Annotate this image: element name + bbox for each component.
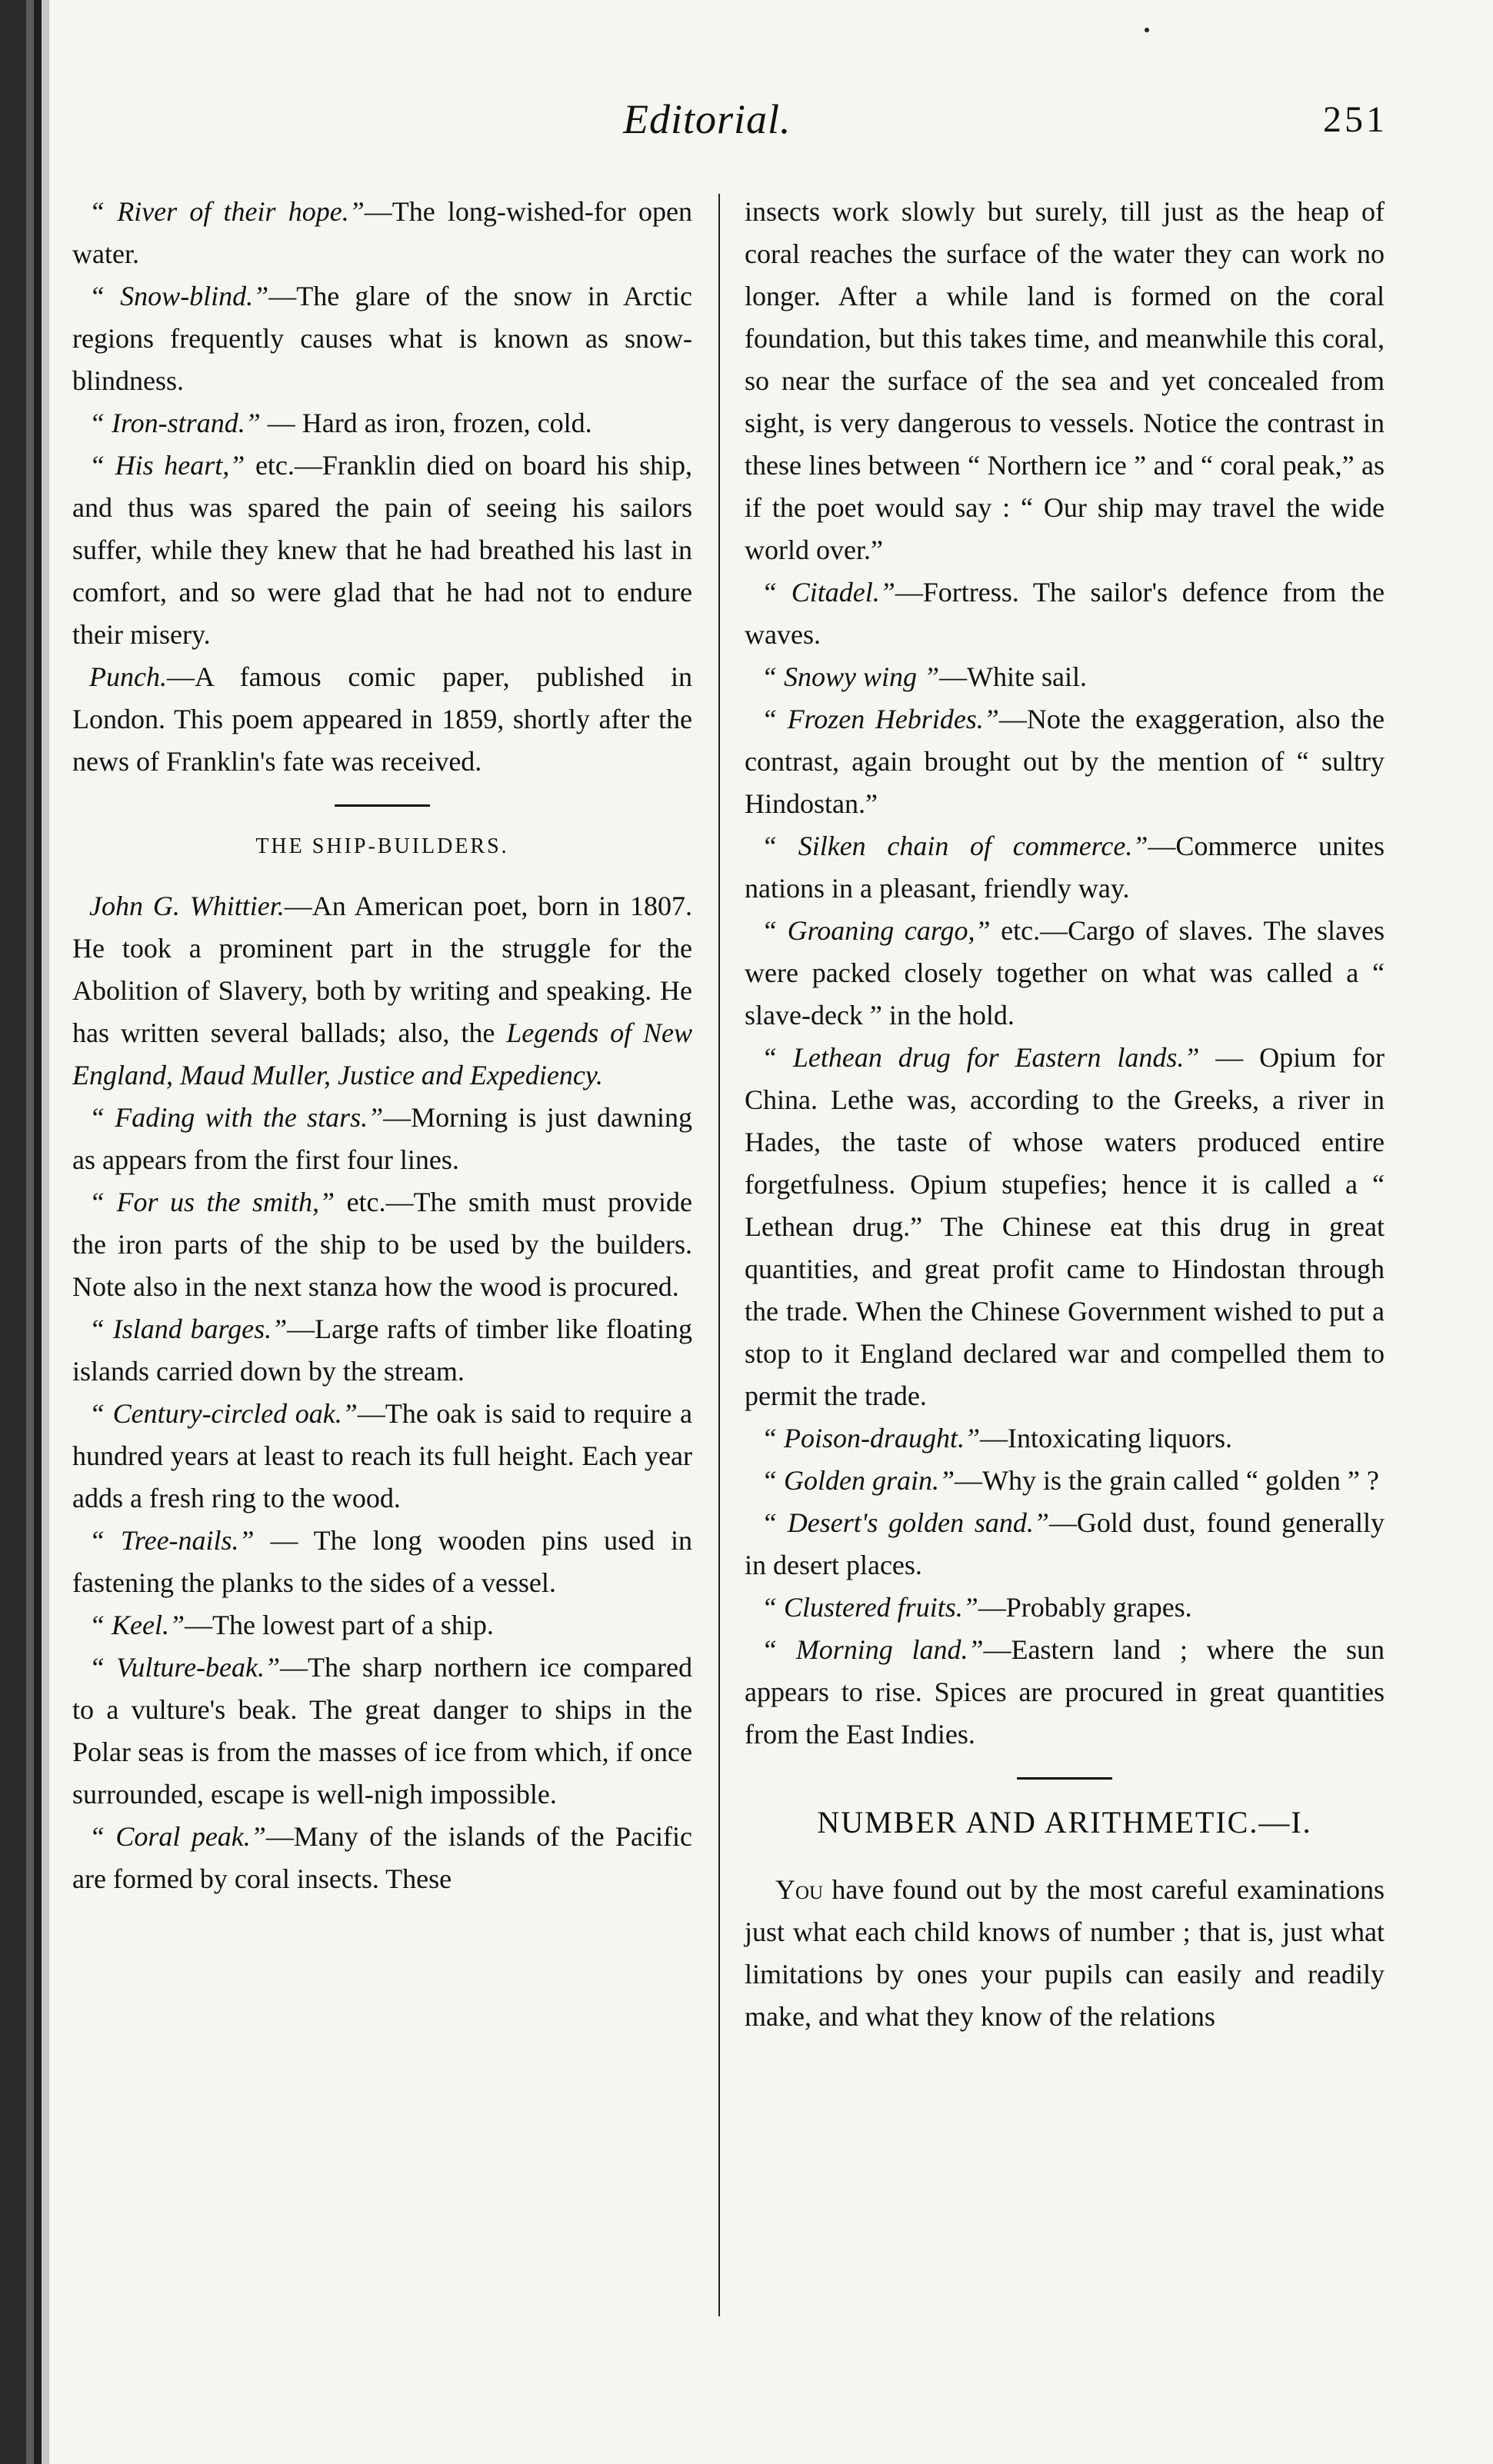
footnote-entry [72,1097,692,1181]
footnote-text: — Opium for China. Lethe was, according to the Greeks, a river in Hades, the taste of whose waters produced entire forgetfulness. Opium stupefies; hence it is called a “ Lethean drug.” The Chinese eat this drug in great quantities, and great profit came to Hindostan through the trade. When the Chinese Government wished to put a stop to it England declared war and compelled them to permit the trade. [745,1042,1385,1411]
footnote-term: “ Morning land.” [761,1634,984,1665]
ink-speck [1145,28,1149,32]
footnote-term: “ Lethean drug for Eastern lands.” [761,1042,1200,1073]
footnote-term: “ Silken chain of commerce.” [761,831,1148,861]
footnote-text: —The sharp northern ice compared to a vulture's beak. The great danger to ships in the Polar seas is from the masses of ice from which, if once surrounded, escape is well-nigh impossible. [72,1652,692,1810]
footnote-term: “ Century-circled oak.” [89,1398,358,1429]
left-column [72,191,692,1900]
footnote-entry [72,275,692,402]
footnote-text: —The glare of the snow in Arctic regions frequently causes what is known as snow-blindness. [72,281,692,396]
footnote-entry [72,1604,692,1647]
footnote-entry [745,1502,1385,1587]
footnote-entry [72,1647,692,1816]
continuation-paragraph: insects work slowly but surely, till just as the heap of coral reaches the surface of the water they can work no longer. After a while land is formed on the coral foundation, but this takes time, and meanwhile this coral, so near the surface of the sea and yet concealed from sight, is very dangerous to vessels. Notice the contrast in these lines between “ Northern ice ” and “ coral peak,” as if the poet would say : “ Our ship may travel the wide world over.” [745,196,1385,565]
section-rule [1017,1777,1112,1780]
footnote-entry [72,1181,692,1308]
footnote-entry [72,191,692,275]
footnote-text: —Eastern land ; where the sun appears to rise. Spices are procured in great quantities from the East Indies. [745,1634,1385,1750]
footnote-text: —Fortress. The sailor's defence from the waves. [745,577,1385,650]
column-divider [718,194,720,2316]
article-paragraph: You have found out by the most careful examinations just what each child knows of number ; that is, just what limitations by ones your pupils can easily and readily make, and what they know of the relations [745,1874,1385,2032]
footnote-text: —Probably grapes. [978,1592,1192,1623]
footnote-entry [72,445,692,656]
footnote-text: —The long-wished-for open water. [72,196,692,269]
footnote-entry [745,1587,1385,1629]
footnote-term: “ Iron-strand.” [89,408,261,438]
footnote-entry [745,1417,1385,1460]
footnote-term: “ Coral peak.” [89,1821,266,1852]
footnote-term: “ His heart,” [89,450,245,481]
footnote-entry [72,1816,692,1900]
footnote-whittier: John G. Whittier.—An American poet, born in 1807. He took a prominent part in the struggle for the Abolition of Slavery, both by writing and speaking. He has written several ballads; also, the Legends of New England, Maud Muller, Justice and Expediency. [72,891,692,1090]
footnote-text: —Note the exaggeration, also the contrast, again brought out by the mention of “ sultry Hindostan.” [745,704,1385,819]
footnote-text: —The oak is said to require a hundred years at least to reach its full height. Each year adds a fresh ring to the wood. [72,1398,692,1513]
footnote-term: “ For us the smith,” [89,1187,335,1217]
footnote-entry [745,1460,1385,1502]
footnote-text: —The lowest part of a ship. [185,1610,494,1640]
footnote-text: —Intoxicating liquors. [980,1423,1233,1453]
section-rule [335,804,430,807]
footnote-entry [72,402,692,445]
footnote-entry [72,1393,692,1520]
footnote-term: “ Clustered fruits.” [761,1592,978,1623]
footnote-term: “ Citadel.” [761,577,895,608]
footnote-text: etc.—The smith must provide the iron parts of the ship to be used by the builders. Note also in the next stanza how the wood is procured. [72,1187,692,1302]
footnote-term: “ Groaning cargo,” [761,915,991,946]
footnote-term: “ Snowy wing ” [761,661,940,692]
footnote-entry [745,571,1385,656]
footnote-text: — Hard as iron, frozen, cold. [260,408,592,438]
footnote-term: “ Keel.” [89,1610,185,1640]
footnote-entry [745,825,1385,910]
notes-top-list [72,191,692,656]
footnote-punch: Punch.—A famous comic paper, published in London. This poem appeared in 1859, shortly after the news of Franklin's fate was received. [72,661,692,777]
footnote-term: “ Poison-draught.” [761,1423,981,1453]
footnote-entry [745,698,1385,825]
book-binding-edge [0,0,49,2464]
footnote-text: etc.—Cargo of slaves. The slaves were packed closely together on what was called a “ slave-deck ” in the hold. [745,915,1385,1031]
footnote-text: etc.—Franklin died on board his ship, and thus was spared the pain of seeing his sailors suffer, while they knew that he had breathed his last in comfort, and so were glad that he had not to endure their misery. [72,450,693,650]
footnote-text: —Why is the grain called “ golden ” ? [955,1465,1379,1496]
footnote-term: “ Snow-blind.” [89,281,269,311]
footnote-term: “ Fading with the stars.” [89,1102,384,1133]
notes-bottom-list [72,1097,692,1900]
footnote-term: “ Frozen Hebrides.” [761,704,999,734]
footnote-text: —Many of the islands of the Pacific are formed by coral insects. These [72,1821,692,1894]
section-heading-number-arithmetic: NUMBER AND ARITHMETIC.—I. [817,1805,1312,1840]
footnote-text: — The long wooden pins used in fastening the planks to the sides of a vessel. [72,1525,692,1598]
footnote-text: —White sail. [939,661,1087,692]
footnote-term: “ Golden grain.” [761,1465,955,1496]
right-column [745,191,1385,2038]
footnote-entry [745,1629,1385,1756]
footnote-text: —Morning is just dawning as appears from the first four lines. [72,1102,692,1175]
footnote-term: “ River of their hope.” [89,196,365,227]
footnote-entry [745,1037,1385,1417]
footnote-entry [745,656,1385,698]
footnote-text: —Gold dust, found generally in desert places. [745,1507,1385,1580]
page-number: 251 [1323,99,1388,140]
running-head: Editorial. [623,96,791,142]
footnote-text: —Commerce unites nations in a pleasant, friendly way. [745,831,1385,904]
footnote-text: —Large rafts of timber like floating islands carried down by the stream. [72,1314,692,1387]
footnote-term: “ Desert's golden sand.” [761,1507,1049,1538]
footnote-entry [745,910,1385,1037]
footnote-entry [72,1520,692,1604]
footnote-entry [72,1308,692,1393]
footnote-term: “ Island barges.” [89,1314,288,1344]
notes-list [745,571,1385,1756]
footnote-term: “ Tree-nails.” [89,1525,255,1556]
footnote-term: “ Vulture-beak.” [89,1652,281,1683]
section-heading-ship-builders: THE SHIP-BUILDERS. [255,834,509,858]
